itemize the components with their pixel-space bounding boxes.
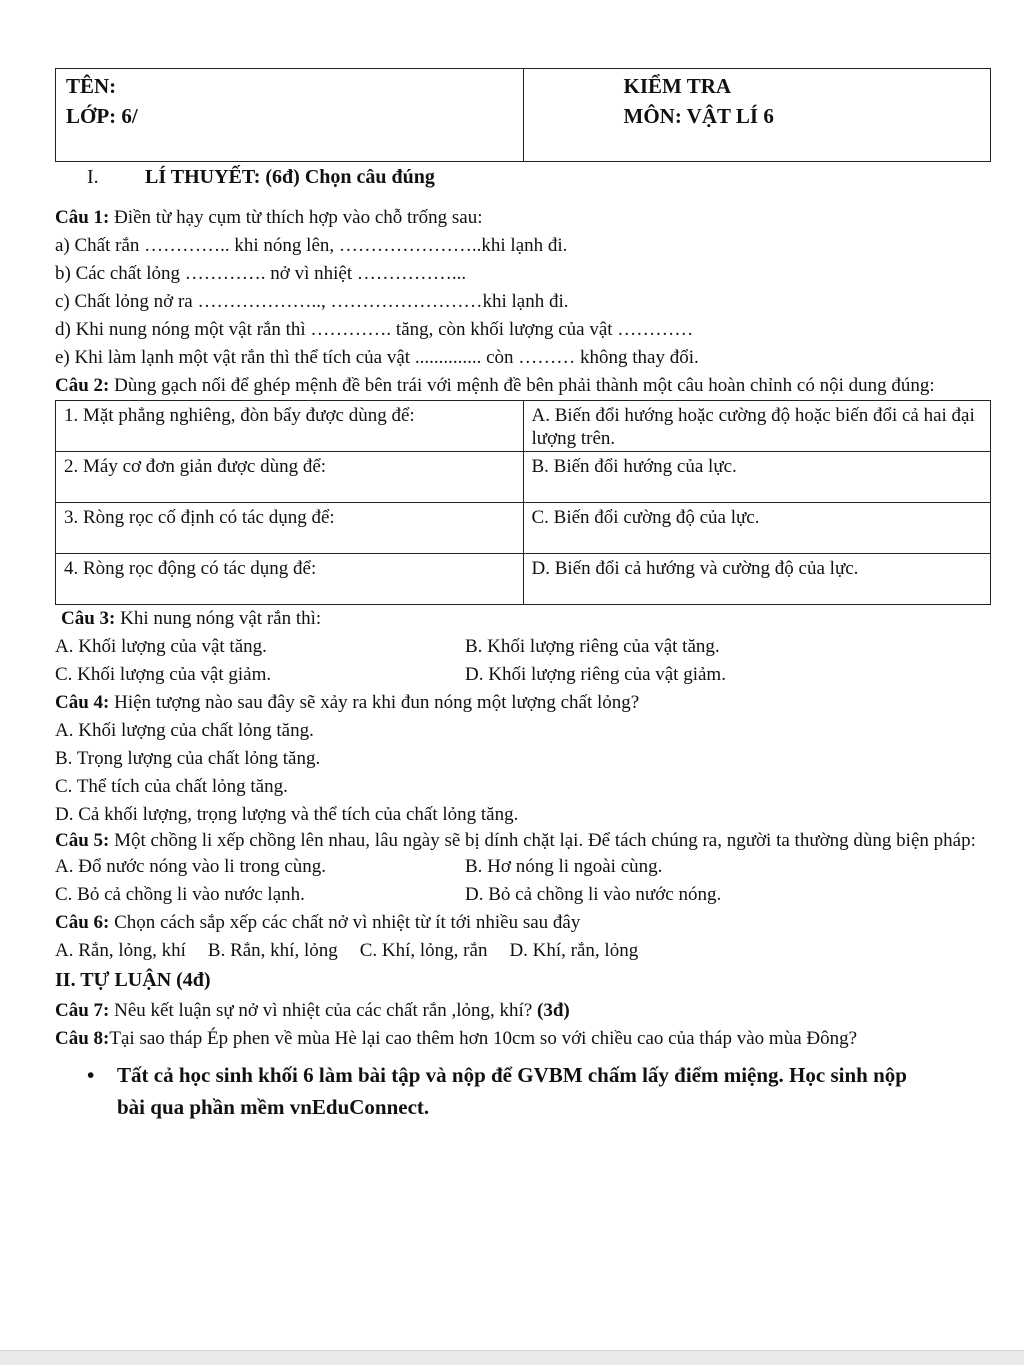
question-8 xyxy=(55,1025,991,1053)
question-3-option-b: B. Khối lượng riêng của vật tăng. xyxy=(465,636,720,657)
question-5-options-row-2 xyxy=(55,881,991,909)
table-row xyxy=(56,452,991,503)
question-1-line-c: c) Chất lỏng nở ra ……………….., ……………………khi lạnh đi. xyxy=(55,291,569,312)
question-5-options-row-1 xyxy=(55,853,991,881)
match-right-c: C. Biến đổi cường độ của lực. xyxy=(523,503,991,554)
section-1-title: LÍ THUYẾT: (6đ) Chọn câu đúng xyxy=(145,166,435,188)
table-row xyxy=(56,503,991,554)
question-4-option-c: C. Thể tích của chất lỏng tăng. xyxy=(55,776,288,797)
question-2-text: Dùng gạch nối để ghép mệnh đề bên trái với mệnh đề bên phải thành một câu hoàn chỉnh có nội dung đúng: xyxy=(109,375,935,396)
question-6-option-c: C. Khí, lỏng, rắn xyxy=(359,940,488,961)
question-3-label: Câu 3: xyxy=(61,608,116,629)
question-6-option-b: B. Rắn, khí, lỏng xyxy=(207,940,338,961)
question-5-option-b: B. Hơ nóng li ngoài cùng. xyxy=(465,856,663,877)
question-1 xyxy=(55,204,991,232)
question-6-options xyxy=(55,937,991,965)
match-left-4: 4. Ròng rọc động có tác dụng để: xyxy=(56,554,524,605)
section-2-heading: II. TỰ LUẬN (4đ) xyxy=(55,969,211,991)
question-7-text: Nêu kết luận sự nở vì nhiệt của các chất rắn ,lỏng, khí? xyxy=(109,1000,538,1021)
question-5-text: Một chồng li xếp chồng lên nhau, lâu ngày sẽ bị dính chặt lại. Để tách chúng ra, người ta thường dùng biện pháp: xyxy=(109,830,976,851)
section-1-heading xyxy=(87,162,991,192)
matching-table xyxy=(55,400,991,605)
question-4-label: Câu 4: xyxy=(55,692,110,713)
question-3-option-a: A. Khối lượng của vật tăng. xyxy=(55,636,267,657)
question-6 xyxy=(55,909,991,937)
submission-note-text: Tất cả học sinh khối 6 làm bài tập và nộp để GVBM chấm lấy điểm miệng. Học sinh nộp bài qua phần mềm vnEduConnect. xyxy=(117,1063,907,1119)
question-4-option-a: A. Khối lượng của chất lỏng tăng. xyxy=(55,720,314,741)
page-bottom-bar xyxy=(0,1350,1024,1365)
question-5-label: Câu 5: xyxy=(55,830,110,851)
question-3-option-c: C. Khối lượng của vật giảm. xyxy=(55,664,272,685)
question-6-text: Chọn cách sắp xếp các chất nở vì nhiệt từ ít tới nhiều sau đây xyxy=(109,912,581,933)
question-8-label: Câu 8: xyxy=(55,1028,110,1049)
question-4-option-b: B. Trọng lượng của chất lỏng tăng. xyxy=(55,748,321,769)
match-left-1: 1. Mặt phẳng nghiêng, đòn bẩy được dùng để: xyxy=(56,401,524,452)
question-1-text: Điền từ hạy cụm từ thích hợp vào chỗ trống sau: xyxy=(109,207,483,228)
exam-info-cell xyxy=(523,69,991,162)
name-label: TÊN: xyxy=(66,74,117,98)
question-6-option-a: A. Rắn, lỏng, khí xyxy=(55,940,186,961)
question-4-text: Hiện tượng nào sau đây sẽ xảy ra khi đun nóng một lượng chất lỏng? xyxy=(109,692,640,713)
question-7-points: (3đ) xyxy=(537,1000,570,1021)
match-left-2: 2. Máy cơ đơn giản được dùng để: xyxy=(56,452,524,503)
question-5-option-a: A. Đổ nước nóng vào li trong cùng. xyxy=(55,856,327,877)
question-4-option-d: D. Cả khối lượng, trọng lượng và thể tích của chất lỏng tăng. xyxy=(55,804,519,825)
header-table xyxy=(55,68,991,162)
question-7-label: Câu 7: xyxy=(55,1000,110,1021)
question-6-option-d: D. Khí, rắn, lỏng xyxy=(509,940,639,961)
question-4 xyxy=(55,689,991,717)
table-row xyxy=(56,401,991,452)
match-left-3: 3. Ròng rọc cố định có tác dụng để: xyxy=(56,503,524,554)
question-2-label: Câu 2: xyxy=(55,375,110,396)
match-right-b: B. Biến đổi hướng của lực. xyxy=(523,452,991,503)
question-3 xyxy=(61,605,991,633)
submission-note xyxy=(87,1059,991,1123)
question-5 xyxy=(55,829,991,853)
question-1-line-d: d) Khi nung nóng một vật rắn thì …………. tăng, còn khối lượng của vật ………… xyxy=(55,319,694,340)
match-right-d: D. Biến đổi cả hướng và cường độ của lực. xyxy=(523,554,991,605)
question-6-label: Câu 6: xyxy=(55,912,110,933)
question-8-text: Tại sao tháp Ép phen về mùa Hè lại cao thêm hơn 10cm so với chiều cao của tháp vào mùa Đông? xyxy=(109,1028,858,1049)
student-info-cell xyxy=(56,69,524,162)
question-1-line-a: a) Chất rắn ………….. khi nóng lên, …………………..khi lạnh đi. xyxy=(55,235,568,256)
question-1-line-b: b) Các chất lỏng …………. nở vì nhiệt ……………... xyxy=(55,263,467,284)
question-3-option-d: D. Khối lượng riêng của vật giảm. xyxy=(465,664,726,685)
table-row xyxy=(56,554,991,605)
question-1-label: Câu 1: xyxy=(55,207,110,228)
question-3-options-row-1 xyxy=(55,633,991,661)
exam-document xyxy=(55,68,991,1123)
subject-title: MÔN: VẬT LÍ 6 xyxy=(623,104,774,128)
question-5-option-d: D. Bỏ cả chồng li vào nước nóng. xyxy=(465,884,722,905)
match-right-a: A. Biến đổi hướng hoặc cường độ hoặc biến đổi cả hai đại lượng trên. xyxy=(523,401,991,452)
section-1-number: I. xyxy=(87,166,99,188)
question-1-line-e: e) Khi làm lạnh một vật rắn thì thể tích của vật .............. còn ……… không thay đổi. xyxy=(55,347,699,368)
question-2 xyxy=(55,372,991,400)
question-7 xyxy=(55,997,991,1025)
bullet-icon: • xyxy=(87,1063,95,1087)
question-5-option-c: C. Bỏ cả chồng li vào nước lạnh. xyxy=(55,884,305,905)
exam-title: KIỂM TRA xyxy=(623,74,732,98)
question-3-text: Khi nung nóng vật rắn thì: xyxy=(115,608,322,629)
question-3-options-row-2 xyxy=(55,661,991,689)
class-label: LỚP: 6/ xyxy=(66,104,138,128)
